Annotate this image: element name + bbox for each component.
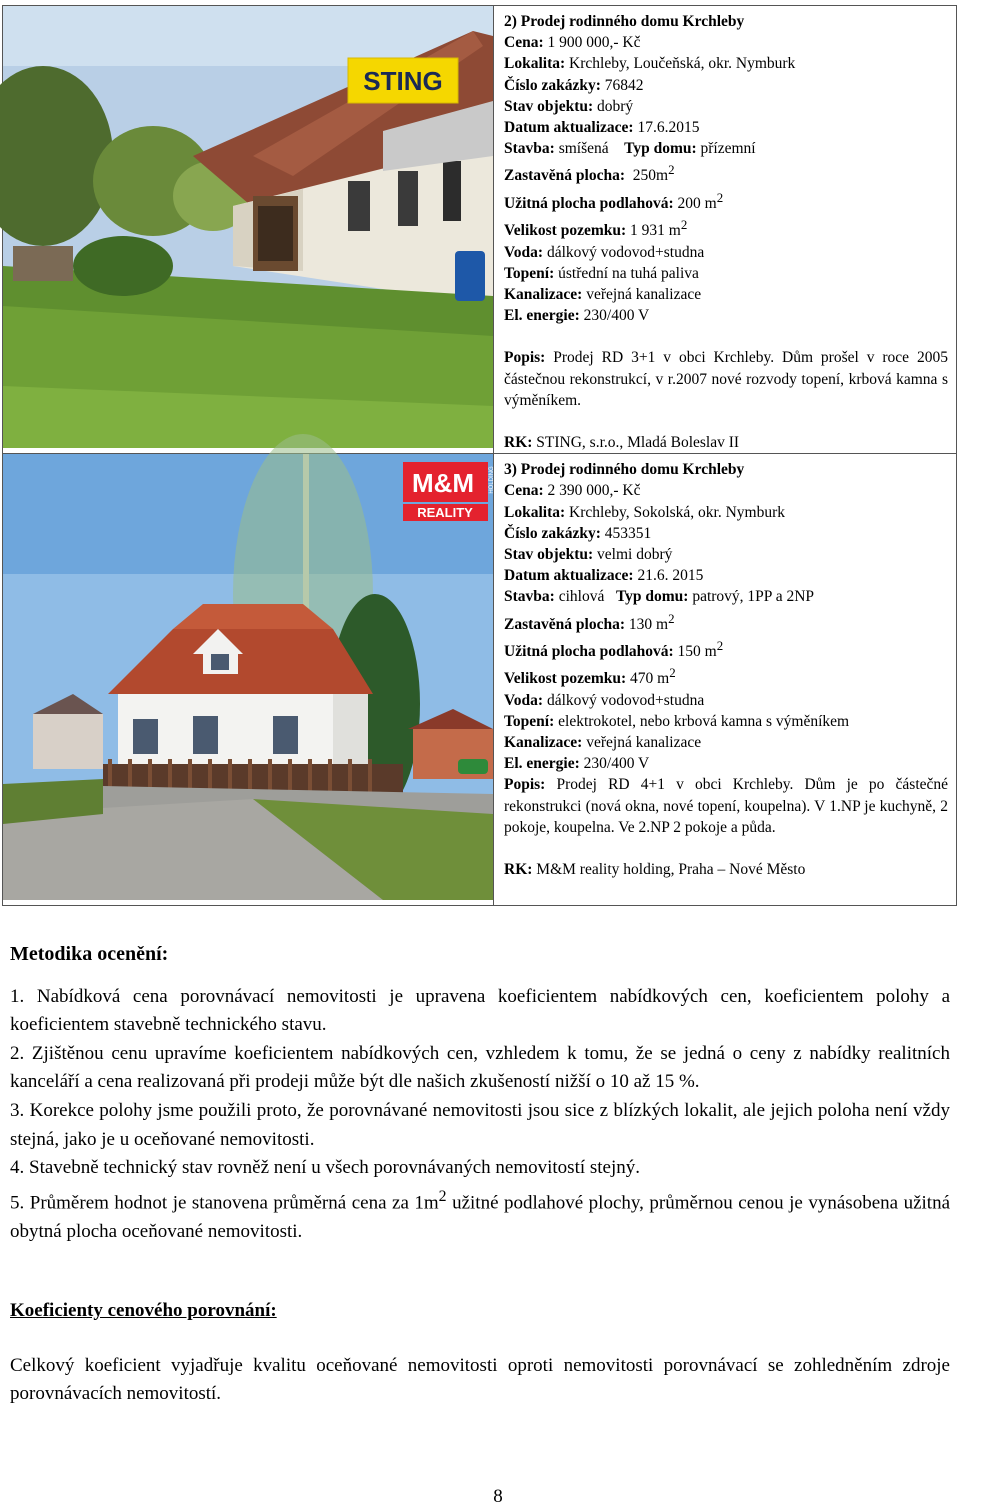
listing-3-photo <box>3 454 494 906</box>
house-photo-mm <box>3 454 493 900</box>
listing-2-plot: 1 931 m <box>630 222 681 240</box>
listing-3-agency: M&M reality holding, Praha – Nové Město <box>536 861 806 879</box>
listing-3-updated: 21.6. 2015 <box>637 567 704 585</box>
listing-2-usable-area: 200 m <box>677 194 717 212</box>
listing-3-sewer: veřejná kanalizace <box>586 734 702 752</box>
listing-2-build: smíšená <box>558 140 609 158</box>
listing-3-build: cihlová <box>558 588 605 606</box>
listing-3-title: 3) Prodej rodinného domu Krchleby <box>504 461 745 479</box>
listing-2-description: Prodej RD 3+1 v obci Krchleby. Dům prošel v roce 2005 částečnou rekonstrukcí, v r.2007 nové rozvody topení, krbová kamna s výměníkem. <box>504 349 948 409</box>
listing-3-price: 2 390 000,- Kč <box>547 482 641 500</box>
listing-3-heating: elektrokotel, nebo krbová kamna s výměníkem <box>558 712 850 730</box>
listing-3-usable-area: 150 m <box>677 643 717 661</box>
listing-3-info: 3) Prodej rodinného domu Krchleby Cena: 2 390 000,- Kč Lokalita: Krchleby, Sokolská, okr. Nymburk Číslo zakázky: 453351 Stav objektu: velmi dobrý Datum aktualizace: 21.6. 2015 Stavba: cihlová Typ domu: patrový, 1PP a 2NP Zastavěná plocha: 130 $m^2$ Užitná plocha podlahová: 150 $m^2$ Velikost pozemku: 470 $m^2$ Voda: dálkový vodovod+studna Topení: elektrokotel, nebo krbová kamna s výměníkem Kanalizace: veřejná kanalizace El. energie: 230/400 V Popis: Prodej RD 4+1 v obci Krchleby. Dům je po částečné rekonstrukci (nová okna, nové topení, koupelna). V 1.NP je kuchyně, 2 pokoje, koupelna. Ve 2.NP 2 pokoje a půda. RK: M&M reality holding, Praha – Nové Město <box>494 454 957 906</box>
listing-2-water: dálkový vodovod+studna <box>546 243 705 261</box>
sting-logo: STING <box>363 66 443 96</box>
listing-3-built-area: 130 m <box>628 615 669 633</box>
listing-2-info: 2) Prodej rodinného domu Krchleby Cena: 1 900 000,- Kč Lokalita: Krchleby, Loučeňská, okr. Nymburk Číslo zakázky: 76842 Stav objektu: dobrý Datum aktualizace: 17.6.2015 Stavba: smíšená Typ domu: přízemní Zastavěná plocha: $250m^2$ Užitná plocha podlahová: 200 $m^2$ Velikost pozemku: 1 931 $m^2$ Voda: dálkový vodovod+studna Topení: ústřední na tuhá paliva Kanalizace: veřejná kanalizace El. energie: 230/400 V Popis: Prodej RD 3+1 v obci Krchleby. Dům prošel v roce 2005 částečnou rekonstrukcí, v r.2007 nové rozvody topení, krbová kamna s výměníkem. RK: STING, s.r.o., Mladá Boleslav II <box>494 6 957 454</box>
listing-2-agency: STING, s.r.o., Mladá Boleslav II <box>536 433 740 451</box>
svg-text:REALITY: REALITY <box>417 505 473 521</box>
listing-2-heating: ústřední na tuhá paliva <box>558 264 699 282</box>
methodology-item-1: 1. Nabídková cena porovnávací nemovitosti je upravena koeficientem nabídkových cen, koeficientem polohy a koeficientem stavebně technického stavu. <box>10 985 950 1036</box>
listing-3-location: Krchleby, Sokolská, okr. Nymburk <box>569 503 786 521</box>
methodology-heading: Metodika ocenění: <box>10 943 169 965</box>
coefficients-text: Celkový koeficient vyjadřuje kvalitu oceňované nemovitosti oproti nemovitosti porovnávací se zohledněním zdroje porovnávacích nemovitostí. <box>10 1354 950 1405</box>
listing-2-location: Krchleby, Loučeňská, okr. Nymburk <box>569 55 796 73</box>
methodology-item-3: 3. Korekce polohy jsme použili proto, že porovnávané nemovitosti jsou sice z blízkých lokalit, ale jejich poloha není vždy stejná, jako je u oceňované nemovitosti. <box>10 1099 950 1150</box>
page-number: 8 <box>493 1486 503 1507</box>
listing-3-type: patrový, 1PP a 2NP <box>692 588 815 606</box>
methodology-item-5: 5. Průměrem hodnot je stanovena průměrná cena za $1m^2$ užitné podlahové plochy, průměrnou cenou je vynásobena užitná obytná plocha oceňované nemovitosti. <box>10 1187 950 1242</box>
listing-2-order: 76842 <box>604 76 644 94</box>
methodology-item-2: 2. Zjištěnou cenu upravíme koeficientem nabídkových cen, vzhledem k tomu, že se jedná o ceny z nabídky realitních kanceláří a cena realizovaná při prodeji může být dle našich zkušeností nižší o 10 až 15 %. <box>10 1042 950 1093</box>
listing-2-type: přízemní <box>700 140 756 158</box>
listing-2-built-area: 250m <box>632 167 669 185</box>
listing-2-power: 230/400 V <box>583 307 650 325</box>
listing-2-title: 2) Prodej rodinného domu Krchleby <box>504 13 745 30</box>
listing-2-price: 1 900 000,- Kč <box>547 34 641 52</box>
mm-logo: M&M <box>411 468 475 499</box>
listing-3-plot: 470 m <box>630 670 670 688</box>
listing-3-condition: velmi dobrý <box>597 545 673 563</box>
methodology-item-4: 4. Stavebně technický stav rovněž není u všech porovnávaných nemovitostí stejný. <box>10 1157 641 1179</box>
svg-text:HOLDING: HOLDING <box>489 466 495 494</box>
listings-table <box>2 5 957 906</box>
methodology-section <box>10 940 950 1246</box>
listing-3-order: 453351 <box>604 524 652 542</box>
coefficients-heading: Koeficienty cenového porovnání: <box>10 1300 277 1321</box>
listing-row-3 <box>3 454 957 906</box>
listing-2-photo <box>3 6 494 454</box>
listing-row-2 <box>3 6 957 454</box>
listing-2-sewer: veřejná kanalizace <box>586 285 702 303</box>
listing-2-condition: dobrý <box>597 97 634 115</box>
listing-2-updated: 17.6.2015 <box>637 119 700 137</box>
listing-3-power: 230/400 V <box>583 755 650 773</box>
coefficients-section <box>10 1297 950 1409</box>
listing-3-water: dálkový vodovod+studna <box>546 691 705 709</box>
house-photo-sting <box>3 6 493 448</box>
listing-3-description: Prodej RD 4+1 v obci Krchleby. Dům je po částečné rekonstrukci (nová okna, nové topení, koupelna). V 1.NP je kuchyně, 2 pokoje, koupelna. Ve 2.NP 2 pokoje a půda. <box>504 776 949 836</box>
